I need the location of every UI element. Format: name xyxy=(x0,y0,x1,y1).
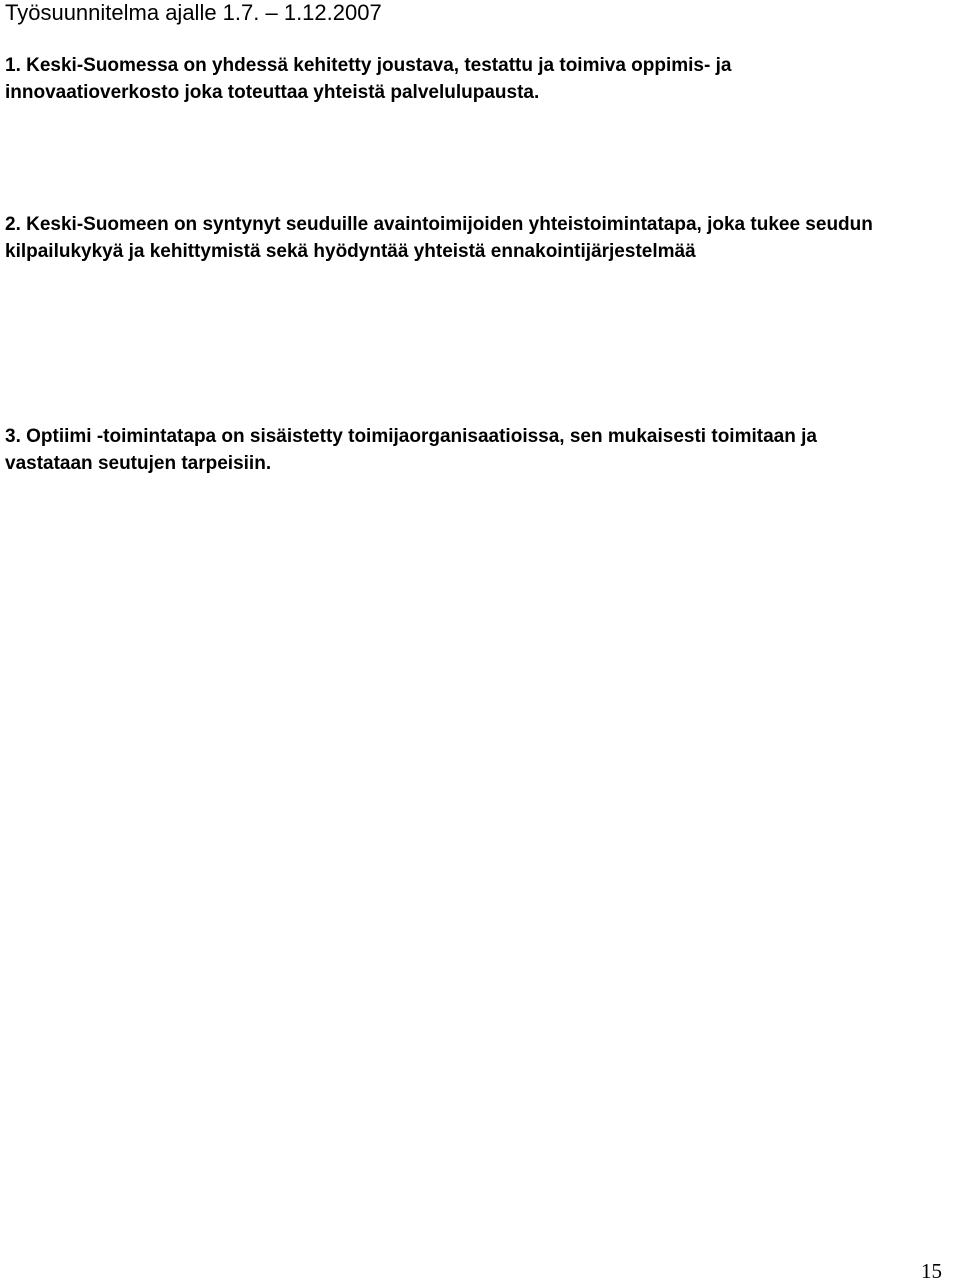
page-number: 15 xyxy=(921,1259,942,1283)
document-title: Työsuunnitelma ajalle 1.7. – 1.12.2007 xyxy=(5,0,382,25)
goal-item-3: 3. Optiimi -toimintatapa on sisäistetty toimijaorganisaatioissa, sen mukaisesti toimitaan ja vastataan seutujen tarpeisiin. xyxy=(5,426,817,474)
goal-item-1: 1. Keski-Suomessa on yhdessä kehitetty joustava, testattu ja toimiva oppimis- ja innovaatioverkosto joka toteuttaa yhteistä palvelulupausta. xyxy=(5,55,732,103)
goal-item-2: 2. Keski-Suomeen on syntynyt seuduille avaintoimijoiden yhteistoimintatapa, joka tukee seudun kilpailukykyä ja kehittymistä sekä hyödyntää yhteistä ennakointijärjestelmää xyxy=(5,214,873,262)
